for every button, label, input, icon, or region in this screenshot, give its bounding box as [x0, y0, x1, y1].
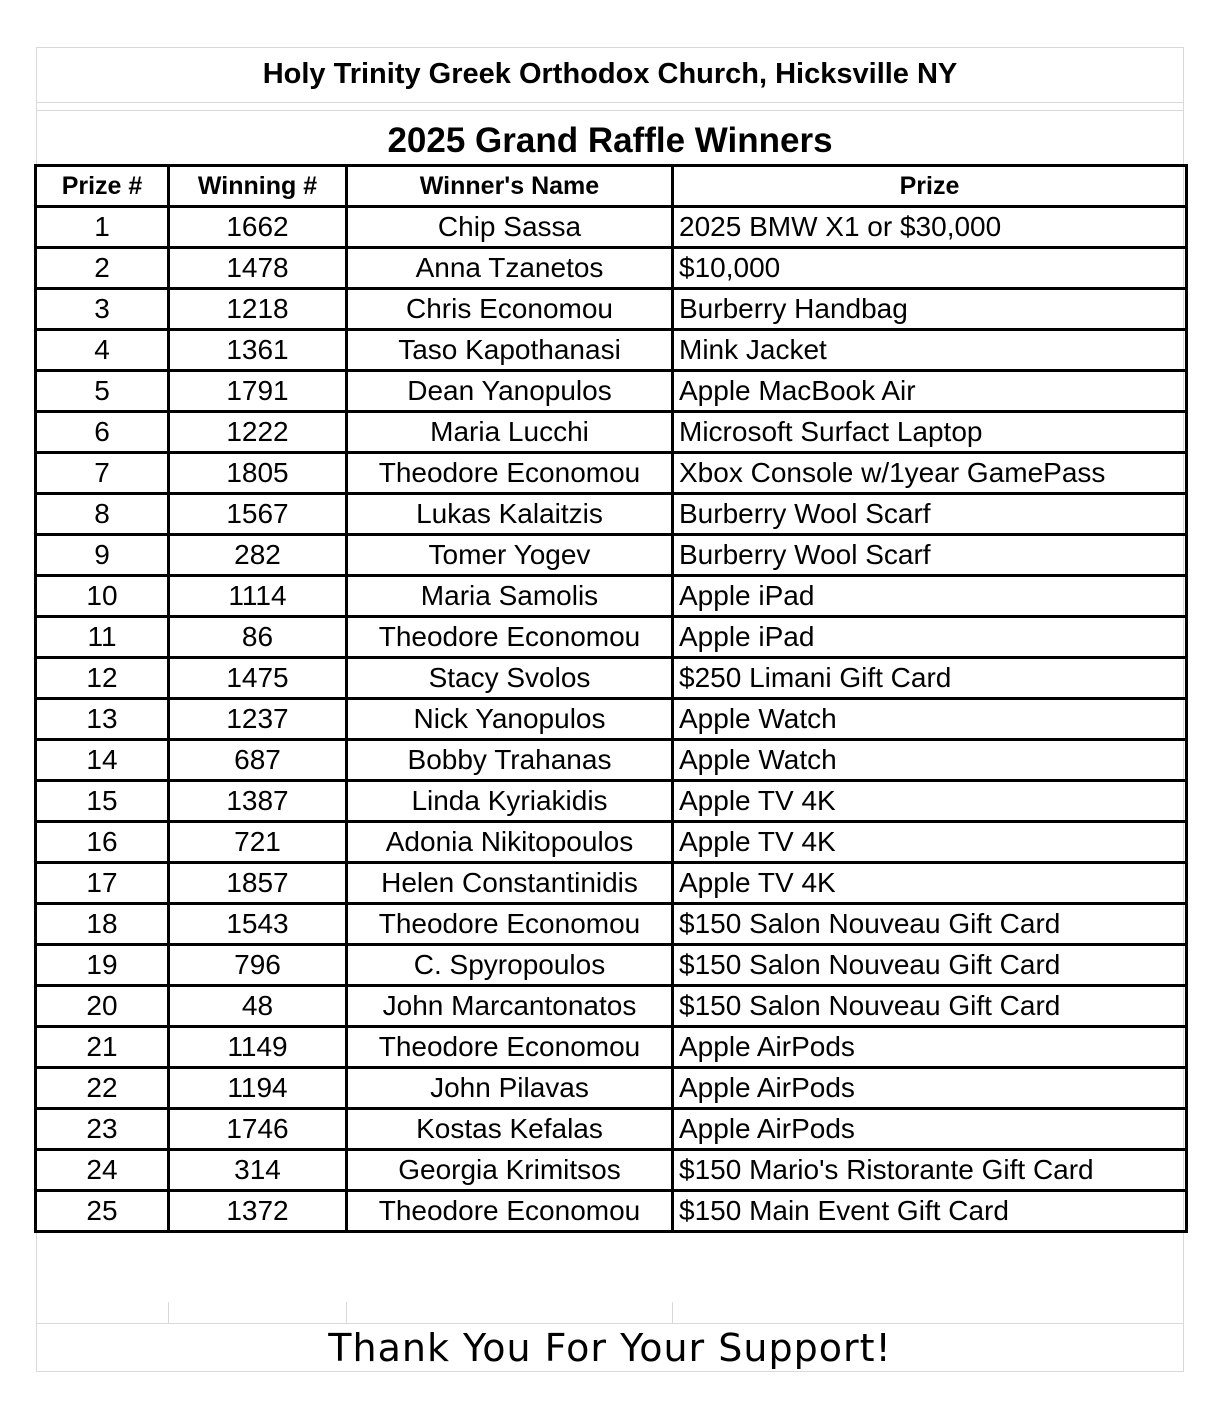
table-row	[36, 945, 1187, 986]
prize-number-cell: 17	[36, 863, 169, 904]
winner-name-cell: Kostas Kefalas	[347, 1109, 673, 1150]
winning-number-cell: 1149	[169, 1027, 347, 1068]
prize-number-cell: 1	[36, 207, 169, 248]
column-header-prize: Prize	[673, 166, 1187, 207]
prize-number-cell: 21	[36, 1027, 169, 1068]
prize-number-cell: 8	[36, 494, 169, 535]
prize-cell: Apple Watch	[673, 740, 1187, 781]
winning-number-cell: 721	[169, 822, 347, 863]
table-row	[36, 699, 1187, 740]
table-row	[36, 576, 1187, 617]
winner-name-cell: Nick Yanopulos	[347, 699, 673, 740]
winner-name-cell: Chip Sassa	[347, 207, 673, 248]
prize-cell: Burberry Wool Scarf	[673, 494, 1187, 535]
winning-number-cell: 1543	[169, 904, 347, 945]
winning-number-cell: 1361	[169, 330, 347, 371]
prize-cell: Apple Watch	[673, 699, 1187, 740]
winner-name-cell: Anna Tzanetos	[347, 248, 673, 289]
empty-grid-row	[36, 1302, 1184, 1324]
table-row	[36, 535, 1187, 576]
table-row	[36, 781, 1187, 822]
prize-cell: $150 Main Event Gift Card	[673, 1191, 1187, 1232]
winner-name-cell: Helen Constantinidis	[347, 863, 673, 904]
table-row	[36, 330, 1187, 371]
table-row	[36, 207, 1187, 248]
winner-name-cell: C. Spyropoulos	[347, 945, 673, 986]
prize-cell: Apple TV 4K	[673, 822, 1187, 863]
winner-name-cell: Theodore Economou	[347, 904, 673, 945]
table-row	[36, 494, 1187, 535]
winning-number-cell: 1478	[169, 248, 347, 289]
table-row	[36, 412, 1187, 453]
winner-name-cell: Theodore Economou	[347, 453, 673, 494]
grid-line	[346, 1302, 347, 1324]
winner-name-cell: Theodore Economou	[347, 1191, 673, 1232]
prize-number-cell: 14	[36, 740, 169, 781]
prize-cell: $250 Limani Gift Card	[673, 658, 1187, 699]
winning-number-cell: 1194	[169, 1068, 347, 1109]
winning-number-cell: 1746	[169, 1109, 347, 1150]
prize-number-cell: 12	[36, 658, 169, 699]
grid-line	[168, 1302, 169, 1324]
winning-number-cell: 1475	[169, 658, 347, 699]
prize-cell: Apple TV 4K	[673, 781, 1187, 822]
prize-cell: Apple AirPods	[673, 1109, 1187, 1150]
table-row	[36, 1109, 1187, 1150]
prize-cell: $150 Salon Nouveau Gift Card	[673, 986, 1187, 1027]
prize-cell: $150 Mario's Ristorante Gift Card	[673, 1150, 1187, 1191]
page-subtitle: 2025 Grand Raffle Winners	[387, 121, 833, 160]
winner-name-cell: Dean Yanopulos	[347, 371, 673, 412]
prize-cell: Apple MacBook Air	[673, 371, 1187, 412]
winning-number-cell: 796	[169, 945, 347, 986]
winning-number-cell: 314	[169, 1150, 347, 1191]
column-header-winner-name: Winner's Name	[347, 166, 673, 207]
prize-number-cell: 4	[36, 330, 169, 371]
winner-name-cell: Adonia Nikitopoulos	[347, 822, 673, 863]
prize-number-cell: 20	[36, 986, 169, 1027]
winning-number-cell: 1805	[169, 453, 347, 494]
column-header-winning-number: Winning #	[169, 166, 347, 207]
prize-number-cell: 10	[36, 576, 169, 617]
prize-cell: Burberry Wool Scarf	[673, 535, 1187, 576]
winner-name-cell: Lukas Kalaitzis	[347, 494, 673, 535]
winning-number-cell: 1662	[169, 207, 347, 248]
prize-number-cell: 15	[36, 781, 169, 822]
prize-number-cell: 23	[36, 1109, 169, 1150]
table-row	[36, 1150, 1187, 1191]
table-row	[36, 371, 1187, 412]
winner-name-cell: Linda Kyriakidis	[347, 781, 673, 822]
page-title: Holy Trinity Greek Orthodox Church, Hicksville NY	[36, 47, 1184, 103]
winner-name-cell: John Pilavas	[347, 1068, 673, 1109]
winning-number-cell: 1114	[169, 576, 347, 617]
winners-table	[34, 164, 1188, 1233]
winner-name-cell: Tomer Yogev	[347, 535, 673, 576]
winner-name-cell: Theodore Economou	[347, 1027, 673, 1068]
winner-name-cell: Maria Samolis	[347, 576, 673, 617]
table-row	[36, 658, 1187, 699]
winner-name-cell: Chris Economou	[347, 289, 673, 330]
winners-table-body	[36, 207, 1187, 1232]
table-row	[36, 453, 1187, 494]
prize-cell: $150 Salon Nouveau Gift Card	[673, 945, 1187, 986]
winning-number-cell: 48	[169, 986, 347, 1027]
table-row	[36, 1068, 1187, 1109]
winner-name-cell: John Marcantonatos	[347, 986, 673, 1027]
prize-cell: $150 Salon Nouveau Gift Card	[673, 904, 1187, 945]
table-row	[36, 740, 1187, 781]
table-row	[36, 289, 1187, 330]
column-header-prize-number: Prize #	[36, 166, 169, 207]
prize-cell: $10,000	[673, 248, 1187, 289]
winning-number-cell: 1791	[169, 371, 347, 412]
prize-number-cell: 22	[36, 1068, 169, 1109]
prize-cell: Apple TV 4K	[673, 863, 1187, 904]
prize-cell: Apple AirPods	[673, 1027, 1187, 1068]
winner-name-cell: Stacy Svolos	[347, 658, 673, 699]
thank-you-message: Thank You For Your Support!	[328, 1326, 892, 1370]
prize-cell: Microsoft Surfact Laptop	[673, 412, 1187, 453]
table-row	[36, 904, 1187, 945]
prize-number-cell: 5	[36, 371, 169, 412]
winner-name-cell: Theodore Economou	[347, 617, 673, 658]
table-row	[36, 822, 1187, 863]
table-row	[36, 1027, 1187, 1068]
prize-number-cell: 2	[36, 248, 169, 289]
winning-number-cell: 1857	[169, 863, 347, 904]
table-row	[36, 248, 1187, 289]
prize-number-cell: 16	[36, 822, 169, 863]
prize-number-cell: 3	[36, 289, 169, 330]
winning-number-cell: 687	[169, 740, 347, 781]
prize-number-cell: 13	[36, 699, 169, 740]
winner-name-cell: Georgia Krimitsos	[347, 1150, 673, 1191]
prize-number-cell: 25	[36, 1191, 169, 1232]
table-row	[36, 617, 1187, 658]
winning-number-cell: 1567	[169, 494, 347, 535]
winning-number-cell: 282	[169, 535, 347, 576]
prize-number-cell: 18	[36, 904, 169, 945]
winning-number-cell: 1237	[169, 699, 347, 740]
prize-cell: 2025 BMW X1 or $30,000	[673, 207, 1187, 248]
table-row	[36, 986, 1187, 1027]
prize-cell: Burberry Handbag	[673, 289, 1187, 330]
winner-name-cell: Taso Kapothanasi	[347, 330, 673, 371]
prize-number-cell: 9	[36, 535, 169, 576]
table-row	[36, 863, 1187, 904]
prize-number-cell: 7	[36, 453, 169, 494]
spacer-row	[36, 103, 1184, 111]
table-header-row	[36, 166, 1187, 207]
prize-cell: Mink Jacket	[673, 330, 1187, 371]
prize-cell: Xbox Console w/1year GamePass	[673, 453, 1187, 494]
winning-number-cell: 86	[169, 617, 347, 658]
winner-name-cell: Bobby Trahanas	[347, 740, 673, 781]
winning-number-cell: 1222	[169, 412, 347, 453]
prize-number-cell: 6	[36, 412, 169, 453]
winning-number-cell: 1218	[169, 289, 347, 330]
winner-name-cell: Maria Lucchi	[347, 412, 673, 453]
prize-cell: Apple AirPods	[673, 1068, 1187, 1109]
winning-number-cell: 1387	[169, 781, 347, 822]
prize-cell: Apple iPad	[673, 617, 1187, 658]
table-row	[36, 1191, 1187, 1232]
prize-cell: Apple iPad	[673, 576, 1187, 617]
winning-number-cell: 1372	[169, 1191, 347, 1232]
prize-number-cell: 11	[36, 617, 169, 658]
prize-number-cell: 19	[36, 945, 169, 986]
grid-line	[672, 1302, 673, 1324]
prize-number-cell: 24	[36, 1150, 169, 1191]
